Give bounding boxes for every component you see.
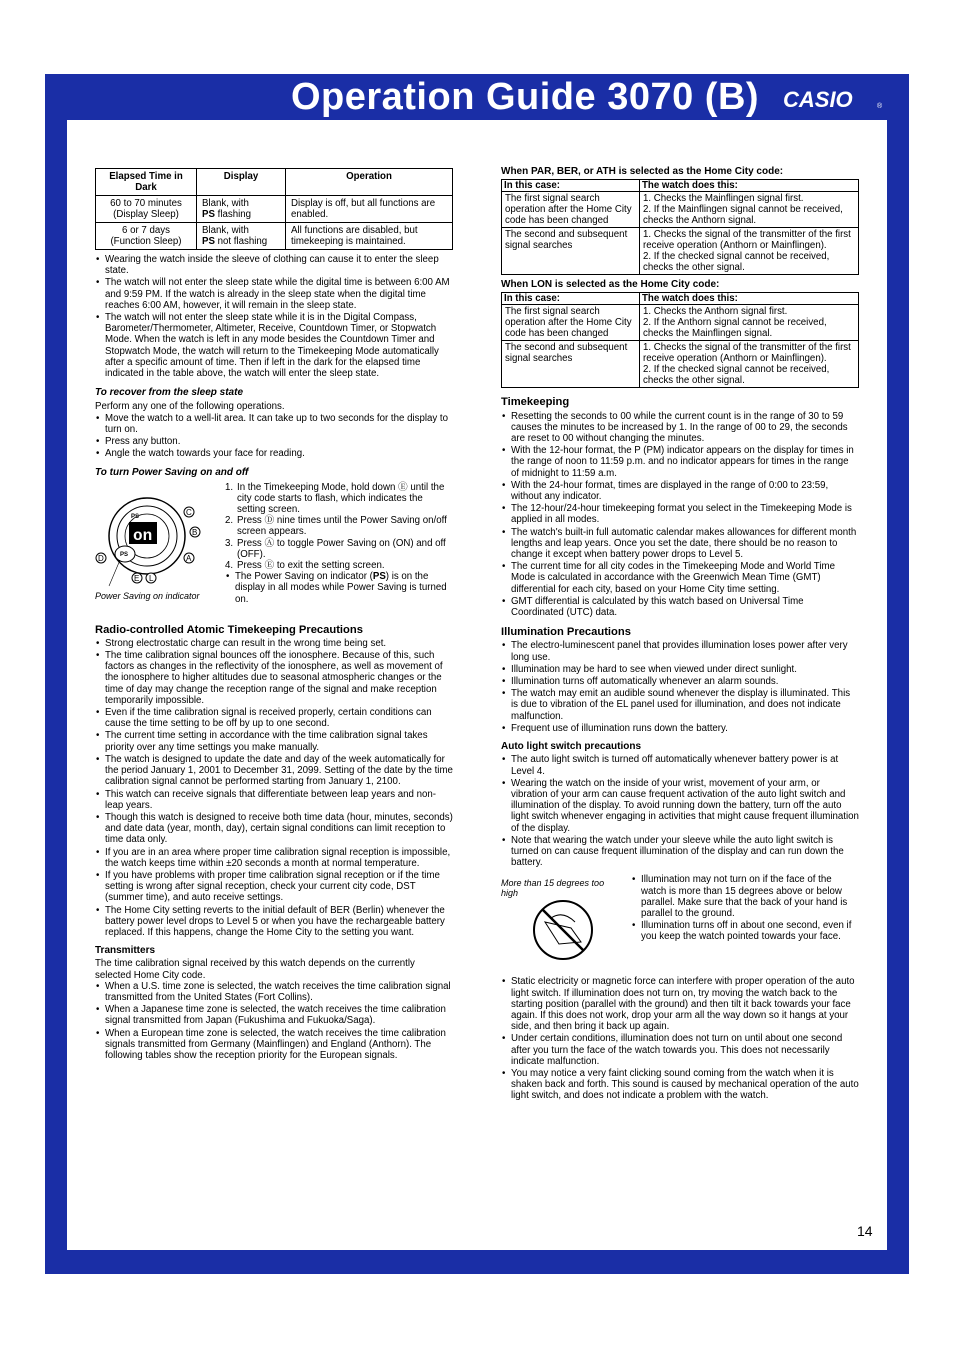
power-saving-steps: [225, 482, 453, 606]
list-item: • The 12-hour/24-hour timekeeping format you select in the Timekeeping Mode is applied in all modes.: [511, 503, 859, 525]
svg-text:D: D: [98, 553, 104, 563]
list-item: • Illumination may be hard to see when viewed under direct sunlight.: [511, 664, 859, 675]
table-cell: Blank, with PS not flashing: [197, 223, 286, 250]
list-item: • The watch will not enter the sleep state while it is in the Digital Compass, Barometer/Thermometer, Altimeter, Receive, Countdown Timer, or Stopwatch Mode. When the watch is left in any mode besides the Countdown Timer and Stopwatch Mode, the watch will return to the Timekeeping Mode automatically after a specific amount of time. Then if left in the dark for the elapsed time indicated in the table above, the watch will enter the sleep state.: [105, 312, 453, 379]
list-item: • Strong electrostatic charge can result in the wrong time being set.: [105, 638, 453, 649]
list-item: • Though this watch is designed to receive both time data (hour, minutes, seconds) and date data (year, month, day), certain signal conditions can limit reception to time data only.: [105, 812, 453, 846]
list-item: • Even if the time calibration signal is received properly, certain conditions can cause the time setting to be off by up to one second.: [105, 707, 453, 729]
svg-text:PS: PS: [120, 551, 129, 558]
table-header: The watch does this:: [640, 180, 859, 192]
list-item: • With the 12-hour format, the P (PM) indicator appears on the display for times in the range of noon to 11:59 p.m. and no indicator appears for times in the range of midnight to 11:59 a.m.: [511, 445, 859, 479]
list-item: • The time calibration signal bounces off the ionosphere. Because of this, such factors as changes in the reflectivity of the ionosphere, as well as movement of the ionosphere to higher altitudes due to seasonal atmospheric changes or the time of day may change the reception range of the signal and make reception temporarily impossible.: [105, 650, 453, 706]
step-item: 1. In the Timekeeping Mode, hold down Ⓔ until the city code starts to flash, which indicates the setting screen.: [225, 481, 445, 516]
table-cell: The second and subsequent signal searches: [502, 341, 640, 388]
table-cell: The second and subsequent signal searches: [502, 228, 640, 275]
list-item: • If you are in an area where proper time calibration signal reception is impossible, the watch keeps time within ±20 seconds a month at normal temperature.: [105, 847, 453, 869]
list-item: • The watch will not enter the sleep state while the digital time is between 6:00 AM and 9:59 PM. If the watch is already in the sleep state when the digital time reaches 6:00 AM, however, it will remain in the sleep state.: [105, 277, 453, 311]
list-item: • Resetting the seconds to 00 while the current count is in the range of 30 to 59 causes the minutes to be increased by 1. In the range of 00 to 29, the seconds are reset to 00 without changing the minutes.: [511, 411, 859, 445]
table-cell: All functions are disabled, but timekeeping is maintained.: [286, 223, 453, 250]
table-header: In this case:: [502, 293, 640, 305]
par-table: [501, 179, 859, 275]
recover-heading: To recover from the sleep state: [95, 387, 244, 399]
title-bar: [45, 74, 909, 120]
timekeeping-heading: Timekeeping: [501, 396, 570, 409]
recover-intro: Perform any one of the following operations.: [95, 401, 285, 413]
list-item: • If you have problems with proper time calibration signal reception or if the time setting is wrong after signal reception, check your current city code, DST (summer time), and auto receive settings.: [105, 870, 453, 904]
list-item: • Move the watch to a well-lit area. It can take up to two seconds for the display to turn on.: [105, 413, 453, 435]
illumination-list: [501, 640, 859, 734]
watch-figure: [95, 488, 205, 601]
auto-light-list: [501, 754, 859, 868]
table-header: Operation: [286, 169, 453, 196]
svg-text:on: on: [133, 526, 153, 545]
table-cell: 6 or 7 days (Function Sleep): [96, 223, 197, 250]
list-item: • Under certain conditions, illumination does not turn on until about one second after you turn the face of the watch towards you. This does not necessarily indicate malfunction.: [511, 1033, 859, 1067]
left-column: [95, 168, 453, 1062]
no-tilt-icon: [501, 898, 611, 962]
power-saving-heading: To turn Power Saving on and off: [95, 467, 249, 479]
list-item: • With the 24-hour format, times are displayed in the range of 0:00 to 23:59, without any indicator.: [511, 480, 859, 502]
list-item: • You may notice a very faint clicking sound coming from the watch when it is shaken back and forth. This sound is caused by mechanical operation of the auto light switch, and does not indicate a problem with the watch.: [511, 1068, 859, 1102]
tilt-section: [501, 874, 859, 972]
table-cell: 60 to 70 minutes (Display Sleep): [96, 196, 197, 223]
list-item: • The auto light switch is turned off automatically whenever battery power is at Level 4.: [511, 754, 859, 776]
list-item: • The current time setting in accordance with the time calibration signal takes priority over any time settings you make manually.: [105, 730, 453, 752]
list-item: • When a U.S. time zone is selected, the watch receives the time calibration signal transmitted from the United States (Fort Collins).: [105, 981, 453, 1003]
power-saving-section: [95, 482, 453, 618]
tilt-figure: [501, 878, 611, 965]
list-item: • The Home City setting reverts to the initial default of BER (Berlin) whenever the battery power level drops to Level 5 or when you have the rechargeable battery replaced. If this happens, change the Home City to the setting you want.: [105, 905, 453, 939]
radio-heading: Radio-controlled Atomic Timekeeping Precautions: [95, 623, 363, 636]
table-row: [502, 305, 859, 341]
illumination-heading: Illumination Precautions: [501, 626, 631, 639]
list-item: • When a Japanese time zone is selected, the watch receives the time calibration signal transmitted from Japan (Fukushima and Fukuoka/Saga).: [105, 1004, 453, 1026]
auto-light-bottom-list: [501, 976, 859, 1101]
timekeeping-list: [501, 411, 859, 619]
list-item: • Note that wearing the watch under your sleeve while the auto light switch is turned on can cause frequent illumination of the display and can run down the battery.: [511, 835, 859, 869]
svg-text:A: A: [186, 553, 192, 563]
list-item: • Illumination turns off in about one second, even if you keep the watch pointed towards your face.: [641, 920, 859, 942]
svg-text:E: E: [134, 573, 140, 583]
transmitters-list: [95, 981, 453, 1061]
list-item: • The Power Saving on indicator (PS) is on the display in all modes while Power Saving is turned on.: [235, 571, 453, 605]
transmitters-heading: Transmitters: [95, 945, 156, 957]
table-header: Display: [197, 169, 286, 196]
list-item: • This watch can receive signals that differentiate between leap years and non-leap years.: [105, 789, 453, 811]
table-cell: The first signal search operation after the Home City code has been changed: [502, 192, 640, 228]
step-item: 4. Press Ⓔ to exit the setting screen.: [225, 560, 385, 572]
table-row: [502, 341, 859, 388]
table-row: [502, 192, 859, 228]
list-item: • The current time for all city codes in the Timekeeping Mode and World Time Mode is calculated in accordance with the Greenwich Mean Time (GMT) differential for each city, based on your Home City time setting.: [511, 561, 859, 595]
radio-list: [95, 638, 453, 938]
transmitters-intro: The time calibration signal received by this watch depends on the currently selected Home City code.: [95, 958, 415, 981]
tilt-notes: [631, 874, 859, 943]
power-saving-caption: Power Saving on indicator: [95, 590, 200, 601]
watch-icon: [95, 488, 205, 588]
tilt-caption: More than 15 degrees too high: [501, 878, 605, 899]
table-header: In this case:: [502, 180, 640, 192]
right-column: [501, 166, 859, 1103]
table-cell: 1. Checks the signal of the transmitter of the first receive operation (Anthorn or Mainflingen). 2. If the checked signal cannot be received, checks the other signal.: [640, 228, 859, 275]
table-cell: The first signal search operation after the Home City code has been changed: [502, 305, 640, 341]
page-title: Operation Guide 3070 (B): [290, 76, 760, 118]
list-item: • Wearing the watch inside the sleeve of clothing can cause it to enter the sleep state.: [105, 254, 453, 276]
page-number: 14: [857, 1223, 873, 1239]
lon-table: [501, 292, 859, 388]
step-item: 3. Press Ⓐ to toggle Power Saving on (ON) and off (OFF).: [225, 537, 446, 560]
auto-light-heading: Auto light switch precautions: [501, 741, 642, 753]
list-item: • The watch is designed to update the date and day of the week automatically for the period January 1, 2001 to December 31, 2099. Setting of the date by the time calibration signal cannot be performed starting from January 1, 2100.: [105, 754, 453, 788]
table-cell: 1. Checks the signal of the transmitter of the first receive operation (Anthorn or Mainflingen). 2. If the checked signal cannot be received, checks the other signal.: [640, 341, 859, 388]
svg-text:PS: PS: [131, 513, 140, 520]
lon-table-heading: When LON is selected as the Home City code:: [501, 279, 720, 291]
list-item: • GMT differential is calculated by this watch based on Universal Time Coordinated (UTC) data.: [511, 596, 859, 618]
table-cell: 1. Checks the Anthorn signal first. 2. If the Anthorn signal cannot be received, checks the Mainflingen signal.: [640, 305, 859, 341]
table-row: [96, 223, 453, 250]
table-cell: Display is off, but all functions are enabled.: [286, 196, 453, 223]
table-cell: Blank, with PS flashing: [197, 196, 286, 223]
svg-text:B: B: [192, 527, 198, 537]
svg-text:®: ®: [877, 103, 883, 110]
sleep-table: [95, 168, 453, 250]
step-item: 2. Press Ⓓ nine times until the Power Saving on/off screen appears.: [225, 515, 447, 538]
table-header: Elapsed Time in Dark: [96, 169, 197, 196]
list-item: • The electro-luminescent panel that provides illumination loses power after very long use.: [511, 640, 859, 662]
table-row: [96, 196, 453, 223]
list-item: • The watch's built-in full automatic calendar makes allowances for different month lengths and leap years. Once you set the date, there should be no reason to change it except when battery power drops to Level 5.: [511, 527, 859, 561]
table-row: [502, 228, 859, 275]
list-item: • Illumination may not turn on if the face of the watch is more than 15 degrees above or below parallel. Make sure that the back of your hand is parallel to the ground.: [641, 874, 859, 919]
par-table-heading: When PAR, BER, or ATH is selected as the Home City code:: [501, 166, 784, 177]
table-header: The watch does this:: [640, 293, 859, 305]
casio-logo: [783, 88, 883, 110]
sleep-notes-list: [95, 254, 453, 379]
list-item: • When a European time zone is selected, the watch receives the time calibration signals transmitted from Germany (Mainflingen) and England (Anthorn). The following tables show the reception priority for the European signals.: [105, 1028, 453, 1062]
list-item: • Wearing the watch on the inside of your wrist, movement of your arm, or vibration of your arm can cause frequent activation of the auto light switch and illumination of the display. To avoid running down the battery, turn off the auto light switch whenever engaging in activities that might cause frequent illumination of the display.: [511, 778, 859, 834]
list-item: • Angle the watch towards your face for reading.: [105, 448, 453, 459]
list-item: • The watch may emit an audible sound whenever the display is illuminated. This is due to vibration of the EL panel used for illumination, and does not indicate malfunction.: [511, 688, 859, 722]
list-item: • Press any button.: [105, 436, 453, 447]
svg-text:C: C: [186, 507, 192, 517]
list-item: • Illumination turns off automatically whenever an alarm sounds.: [511, 676, 859, 687]
list-item: • Static electricity or magnetic force can interfere with proper operation of the auto light switch. If illumination does not turn on, try moving the watch back to the starting position (parallel with the ground) and then tilt it back towards your face again. If this does not work, drop your arm all the way down so it hangs at your side, and then bring it back up again.: [511, 976, 859, 1032]
svg-text:CASIO: CASIO: [783, 88, 853, 110]
list-item: • Frequent use of illumination runs down the battery.: [511, 723, 859, 734]
table-cell: 1. Checks the Mainflingen signal first. 2. If the Mainflingen signal cannot be received, checks the Anthorn signal.: [640, 192, 859, 228]
recover-list: [95, 413, 453, 460]
svg-text:L: L: [149, 573, 154, 583]
